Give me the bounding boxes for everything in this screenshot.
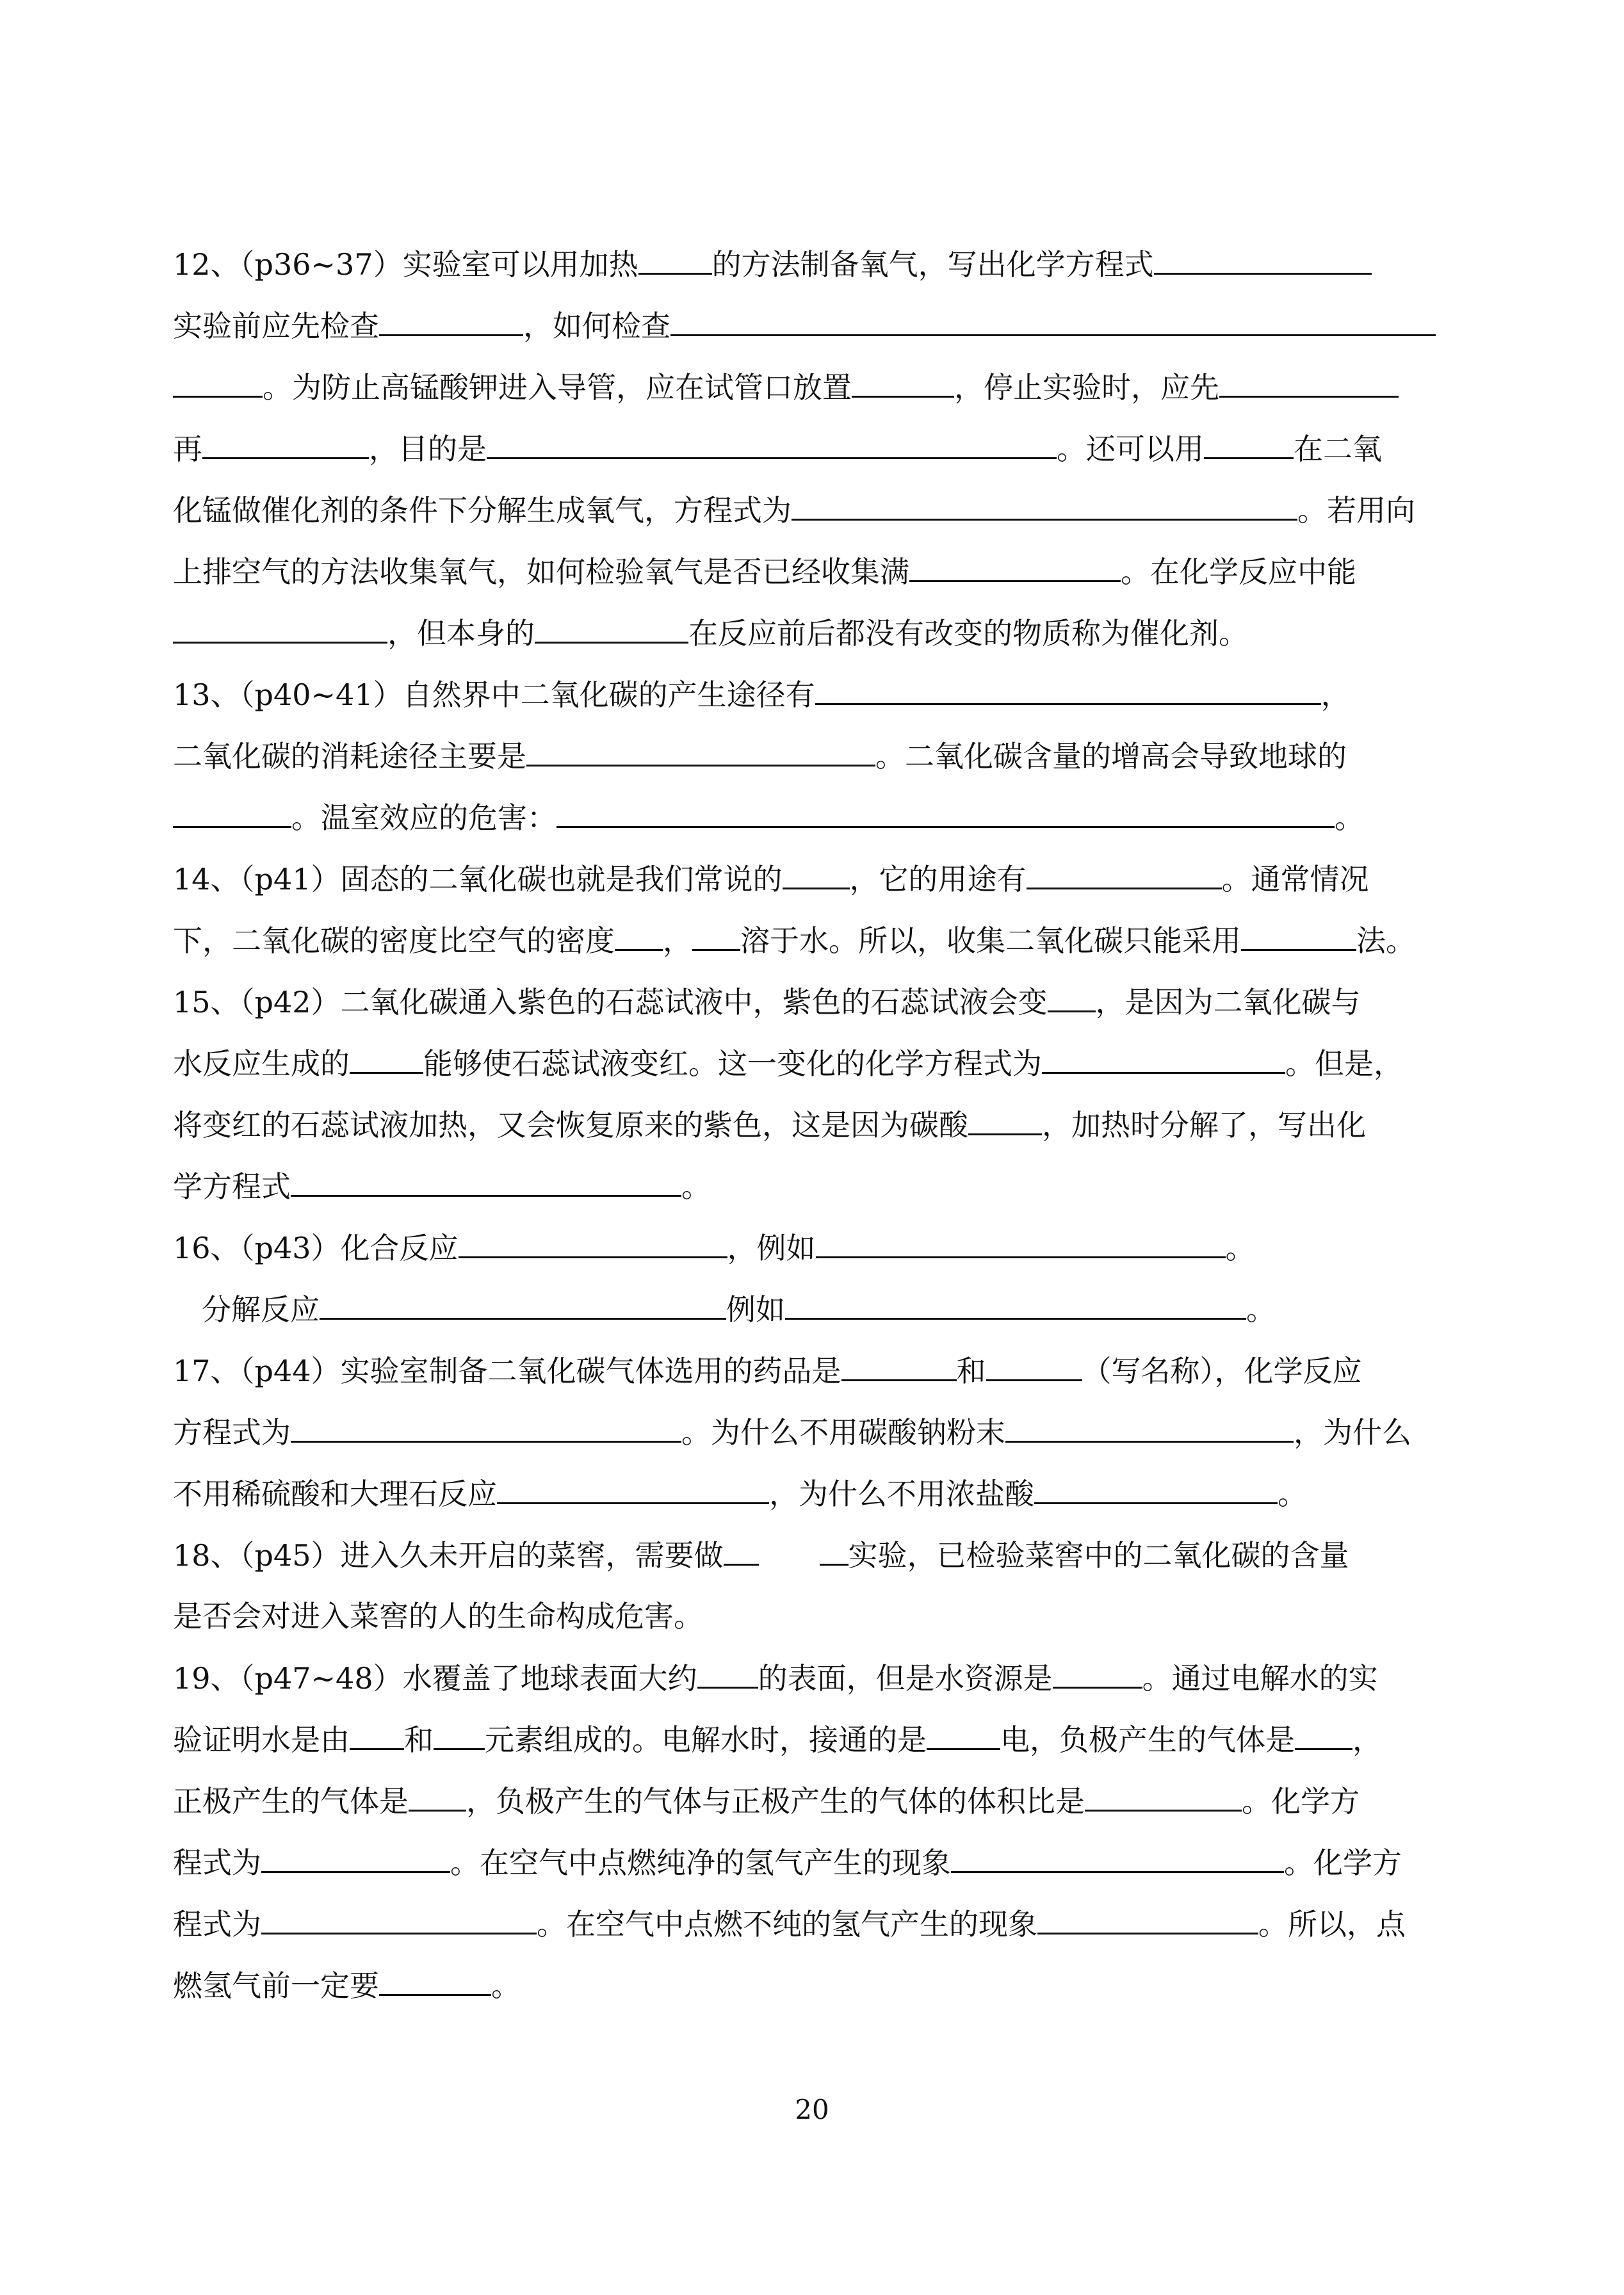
fill-blank: [986, 1351, 1082, 1381]
fill-blank: [379, 1966, 491, 1996]
fill-blank: [792, 491, 1297, 521]
text-line: 学方程式 。: [173, 1167, 711, 1205]
text-line: 将变红的石蕊试液加热，又会恢复原来的紫色，这是因为碳酸 ，加热时分解了，写出化: [173, 1105, 1366, 1144]
text-line: 12、（p36~37）实验室可以用加热 的方法制备氧气，写出化学方程式: [173, 245, 1372, 283]
fill-blank: [291, 1413, 681, 1443]
text-line: 16、（p43）化合反应 ，例如 。: [173, 1228, 1255, 1267]
fill-blank: [434, 1720, 485, 1750]
fill-blank: [724, 1536, 759, 1566]
fill-blank: [692, 921, 740, 951]
fill-blank: [350, 1044, 423, 1074]
text-line: 15、（p42）二氧化碳通入紫色的石蕊试液中，紫色的石蕊试液会变 ，是因为二氧化碳与: [173, 982, 1361, 1021]
text-line: 验证明水是由 和 元素组成的。电解水时，接通的是 电，负极产生的气体是 ，: [173, 1720, 1382, 1758]
fill-blank: [1154, 245, 1372, 275]
fill-blank: [173, 613, 387, 644]
fill-blank: [535, 613, 688, 644]
text-line: 上排空气的方法收集氧气，如何检验氧气是否已经收集满 。在化学反应中能: [173, 552, 1356, 590]
text-line: 程式为 。在空气中点燃不纯的氢气产生的现象 。所以，点: [173, 1904, 1406, 1943]
text-line: 程式为 。在空气中点燃纯净的氢气产生的现象 。化学方: [173, 1843, 1402, 1881]
fill-blank: [487, 429, 1057, 459]
fill-blank: [909, 552, 1121, 582]
text-line: 是否会对进入菜窖的人的生命构成危害。: [173, 1599, 703, 1634]
fill-blank: [291, 1167, 681, 1197]
text-line: 下，二氧化碳的密度比空气的密度 ， 溶于水。所以，收集二氧化碳只能采用 法。: [173, 921, 1415, 959]
fill-blank: [173, 798, 291, 828]
fill-blank: [459, 1228, 727, 1258]
text-line: 13、（p40~41）自然界中二氧化碳的产生途径有 ，: [173, 675, 1351, 713]
fill-blank: [526, 736, 875, 766]
fill-blank: [820, 1536, 849, 1566]
text-line: ，但本身的 在反应前后都没有改变的物质称为催化剂。: [173, 613, 1248, 652]
fill-blank: [1085, 1781, 1242, 1812]
text-line: 18、（p45）进入久未开启的菜窖，需要做 实验，已检验菜窖中的二氧化碳的含量: [173, 1536, 1349, 1574]
fill-blank: [1241, 921, 1356, 951]
fill-blank: [1295, 1720, 1352, 1750]
fill-blank: [202, 429, 369, 459]
fill-blank: [379, 306, 523, 336]
text-line: 。为防止高锰酸钾进入导管，应在试管口放置 ，停止实验时，应先: [173, 368, 1399, 406]
fill-blank: [697, 1658, 758, 1689]
fill-blank: [1005, 1413, 1294, 1443]
fill-blank: [556, 798, 1335, 828]
fill-blank: [350, 1720, 404, 1750]
fill-blank: [816, 1228, 1226, 1258]
fill-blank: [173, 368, 263, 398]
fill-blank: [951, 1843, 1284, 1873]
fill-blank: [1042, 1044, 1285, 1074]
fill-blank: [783, 859, 850, 889]
text-line: 不用稀硫酸和大理石反应 ，为什么不用浓盐酸 。: [173, 1474, 1307, 1512]
fill-blank: [497, 1474, 769, 1504]
text-line: 方程式为 。为什么不用碳酸钠粉末 ，为什么: [173, 1413, 1411, 1451]
fill-blank: [261, 1843, 450, 1873]
fill-blank: [968, 1105, 1042, 1135]
text-line: 14、（p41）固态的二氧化碳也就是我们常说的 ，它的用途有 。通常情况: [173, 859, 1369, 898]
text-line: 实验前应先检查 ，如何检查: [173, 306, 1436, 345]
text-line: 燃氢气前一定要 。: [173, 1966, 521, 2004]
fill-blank: [841, 1351, 957, 1381]
text-line: 二氧化碳的消耗途径主要是 。二氧化碳含量的增高会导致地球的: [173, 736, 1347, 775]
fill-blank: [320, 1290, 726, 1320]
fill-blank: [670, 306, 1436, 336]
fill-blank: [1219, 368, 1399, 398]
text-line: 再 ，目的是 。还可以用 在二氧: [173, 429, 1382, 467]
fill-blank: [927, 1720, 1000, 1750]
fill-blank: [1027, 859, 1222, 889]
text-line: 17、（p44）实验室制备二氧化碳气体选用的药品是 和 （写名称），化学反应: [173, 1351, 1362, 1390]
fill-blank: [1037, 1904, 1258, 1934]
fill-blank: [1053, 1658, 1142, 1689]
fill-blank: [409, 1781, 466, 1812]
fill-blank: [785, 1290, 1246, 1320]
page-number: 20: [795, 2094, 829, 2125]
fill-blank: [1048, 982, 1096, 1012]
fill-blank: [615, 921, 663, 951]
text-line: 19、（p47~48）水覆盖了地球表面大约 的表面，但是水资源是 。通过电解水的实: [173, 1658, 1378, 1697]
text-line: 化锰做催化剂的条件下分解生成氧气，方程式为 。若用向: [173, 491, 1415, 529]
text-line: 正极产生的气体是 ，负极产生的气体与正极产生的气体的体积比是 。化学方: [173, 1781, 1360, 1820]
fill-blank: [815, 675, 1321, 705]
text-line: 。温室效应的危害： 。: [173, 798, 1364, 836]
text-line: 分解反应 例如 。: [202, 1290, 1276, 1328]
text-line: 水反应生成的 能够使石蕊试液变红。这一变化的化学方程式为 。但是，: [173, 1044, 1403, 1082]
fill-blank: [638, 245, 712, 275]
fill-blank: [852, 368, 954, 398]
fill-blank: [1034, 1474, 1278, 1504]
fill-blank: [261, 1904, 537, 1934]
fill-blank: [1204, 429, 1294, 459]
